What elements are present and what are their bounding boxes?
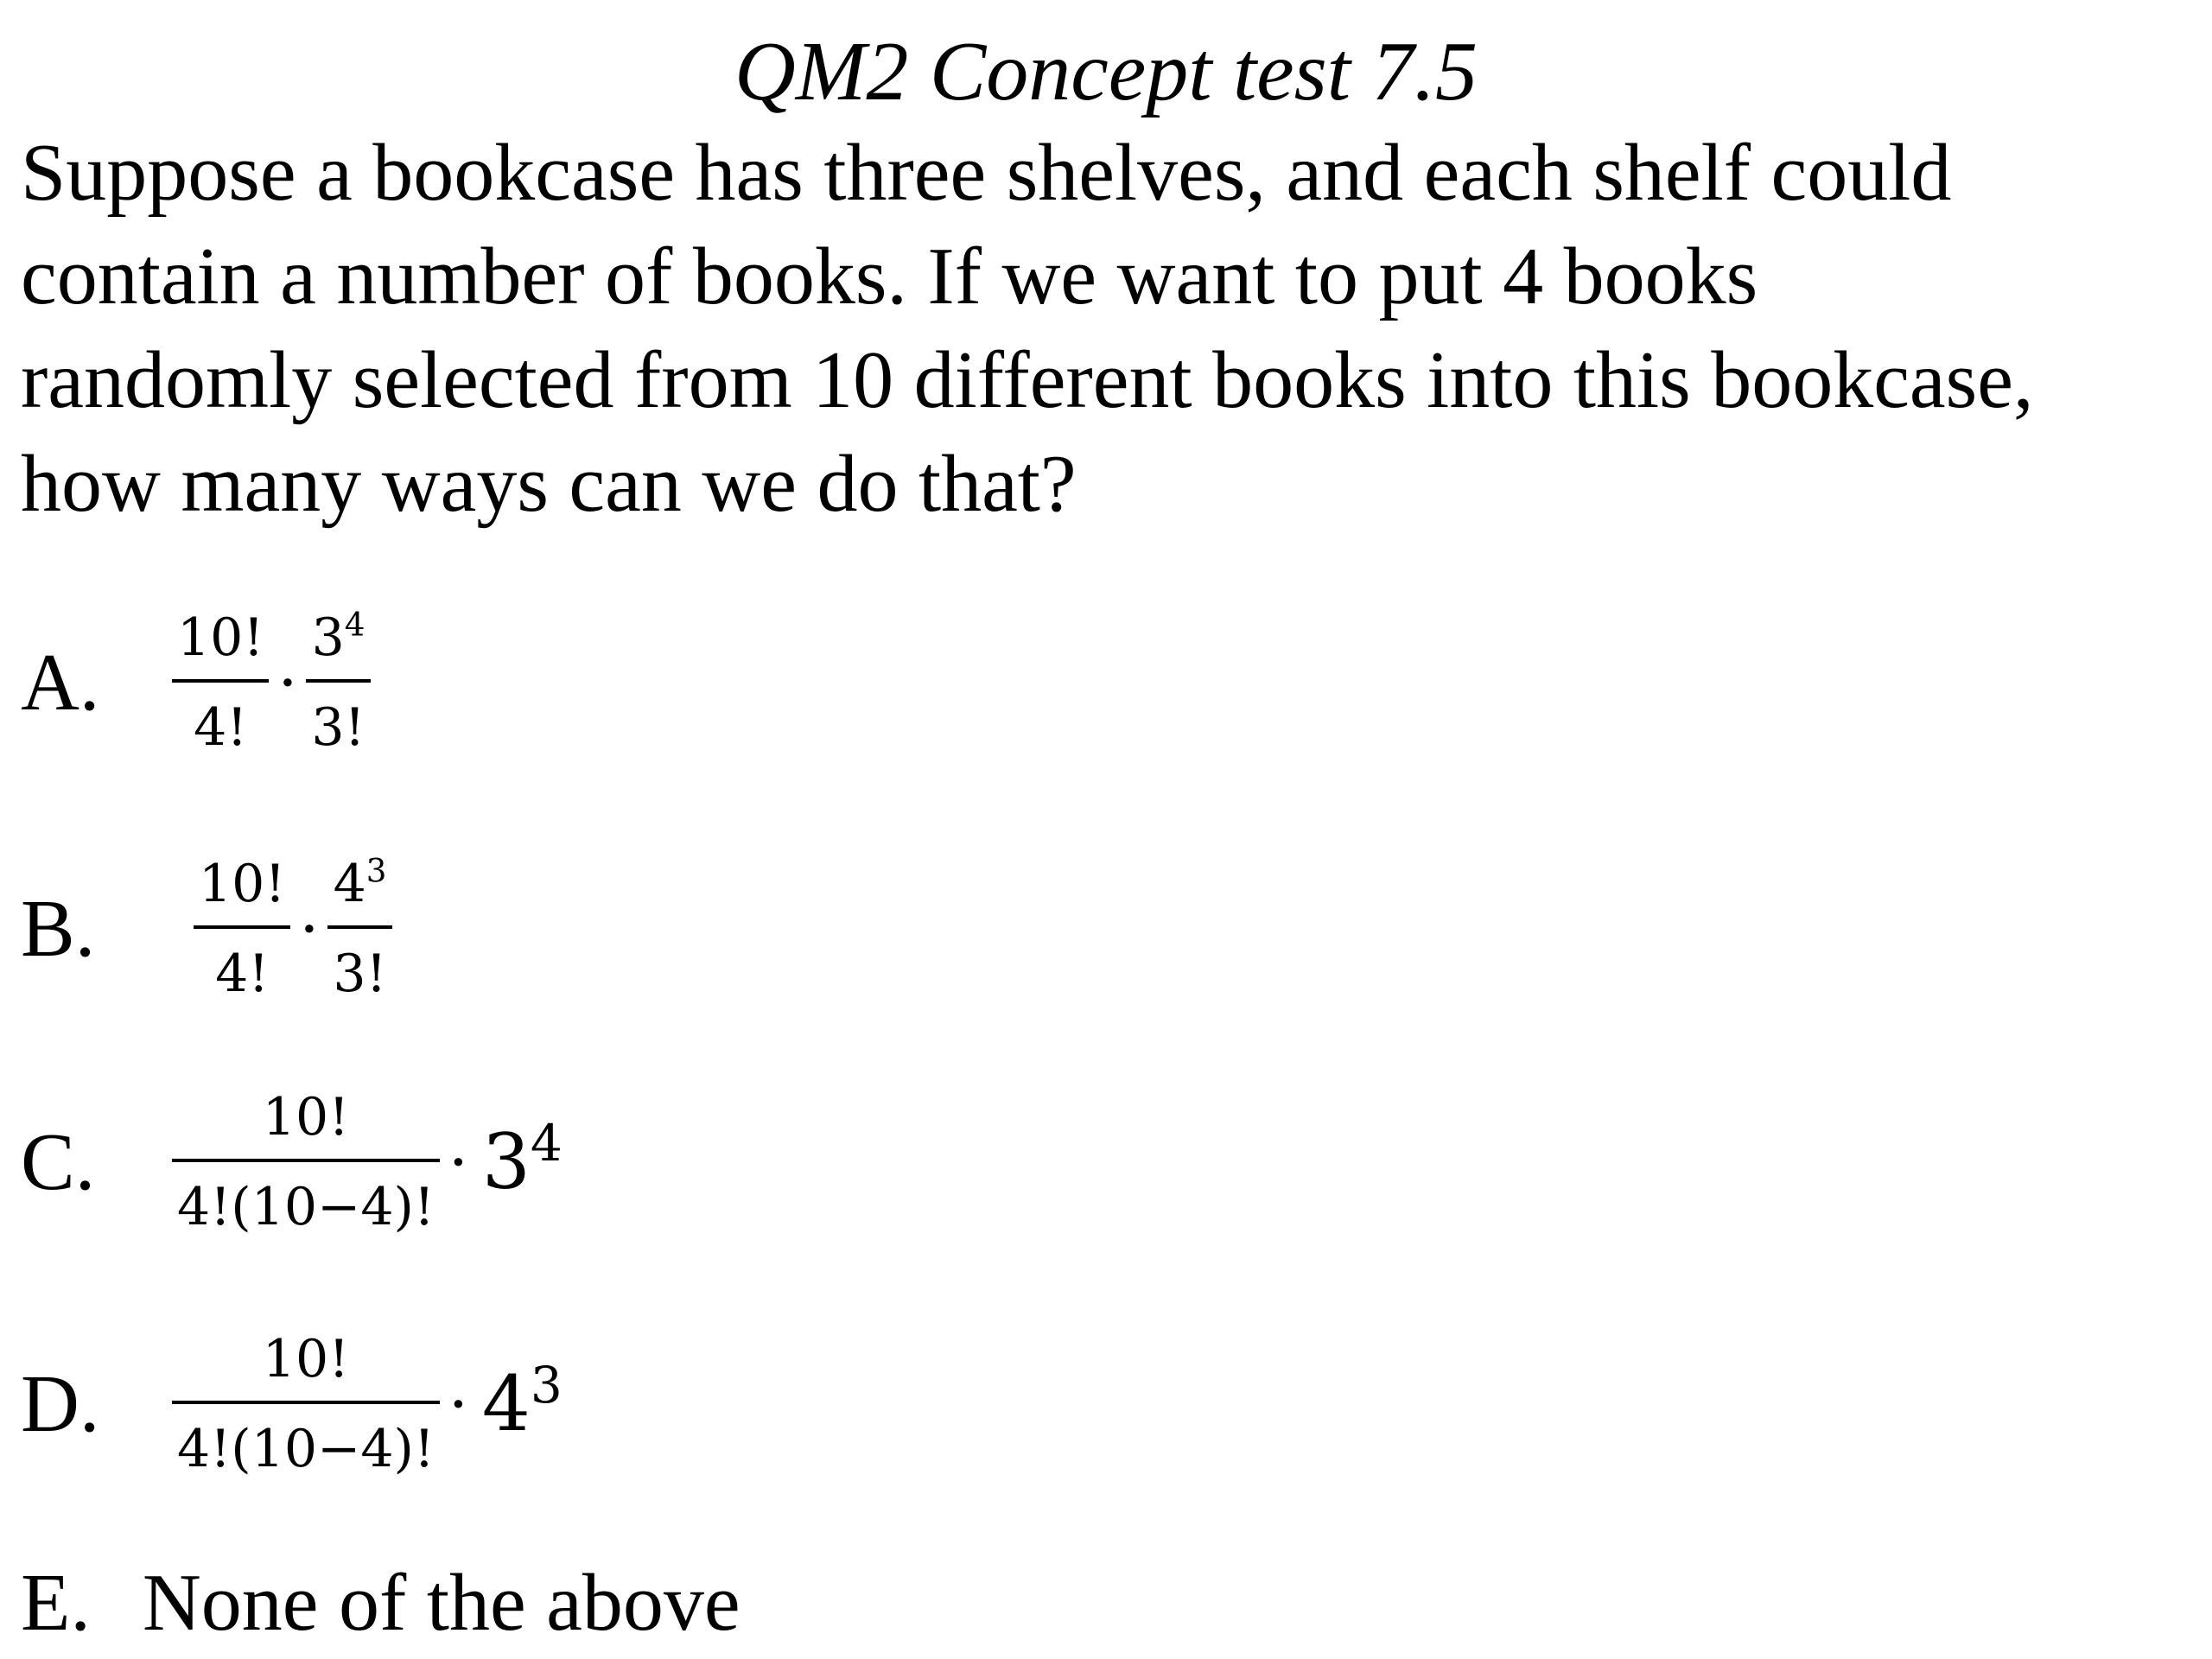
- power-base: 4: [333, 854, 366, 914]
- denominator: 3!: [333, 944, 387, 1004]
- denominator: 4!: [194, 697, 248, 758]
- question-text: [21, 121, 2207, 536]
- power-exponent: 4: [530, 1114, 563, 1173]
- option-letter: C.: [21, 1117, 96, 1207]
- option-e-text: None of the above: [142, 1558, 741, 1648]
- power: [481, 1114, 563, 1206]
- fraction: [194, 854, 290, 1004]
- fraction: [172, 1329, 440, 1479]
- power-base: 3: [311, 607, 345, 668]
- option-b-formula: [194, 851, 392, 1004]
- denominator: 4!: [215, 944, 270, 1004]
- question-line: randomly selected from 10 different books into this bookcase,: [21, 335, 2034, 425]
- power-base: 4: [481, 1359, 531, 1448]
- multiply-dot: ·: [277, 646, 298, 719]
- question-line: how many ways can we do that?: [21, 439, 1077, 529]
- power-exponent: 4: [344, 605, 365, 644]
- multiply-dot: ·: [448, 1368, 468, 1440]
- denominator: 4!(10−4)!: [177, 1419, 435, 1479]
- option-letter: E.: [21, 1558, 91, 1648]
- power-base: 3: [481, 1117, 531, 1206]
- option-e[interactable]: [21, 1555, 741, 1650]
- power-exponent: 3: [365, 851, 387, 890]
- option-c-formula: [172, 1087, 563, 1237]
- numerator: 10!: [262, 1087, 350, 1147]
- fraction: [172, 1087, 440, 1237]
- option-b[interactable]: [21, 825, 392, 1033]
- numerator: [307, 605, 371, 679]
- option-a-formula: [172, 605, 371, 758]
- fraction: [327, 851, 391, 1004]
- multiply-dot: ·: [448, 1126, 468, 1198]
- option-letter: A.: [21, 638, 100, 728]
- option-d[interactable]: [21, 1300, 563, 1508]
- power-exponent: 3: [530, 1356, 563, 1415]
- numerator: 10!: [177, 607, 264, 668]
- power: [481, 1356, 563, 1448]
- denominator: 3!: [311, 697, 365, 758]
- option-d-formula: [172, 1329, 563, 1479]
- option-a[interactable]: [21, 579, 371, 786]
- question-line: Suppose a bookcase has three shelves, and each shelf could: [21, 128, 1952, 218]
- fraction: [306, 605, 370, 758]
- multiply-dot: ·: [299, 893, 320, 965]
- option-letter: B.: [21, 884, 96, 974]
- numerator: 10!: [199, 854, 286, 914]
- slide-title: QM2 Concept test 7.5: [734, 25, 1478, 118]
- option-letter: D.: [21, 1359, 100, 1449]
- option-c[interactable]: [21, 1058, 563, 1266]
- denominator: 4!(10−4)!: [177, 1177, 435, 1237]
- numerator: 10!: [262, 1329, 350, 1389]
- numerator: [328, 851, 392, 925]
- question-line: contain a number of books. If we want to put 4 books: [21, 232, 1758, 321]
- fraction: [172, 607, 269, 758]
